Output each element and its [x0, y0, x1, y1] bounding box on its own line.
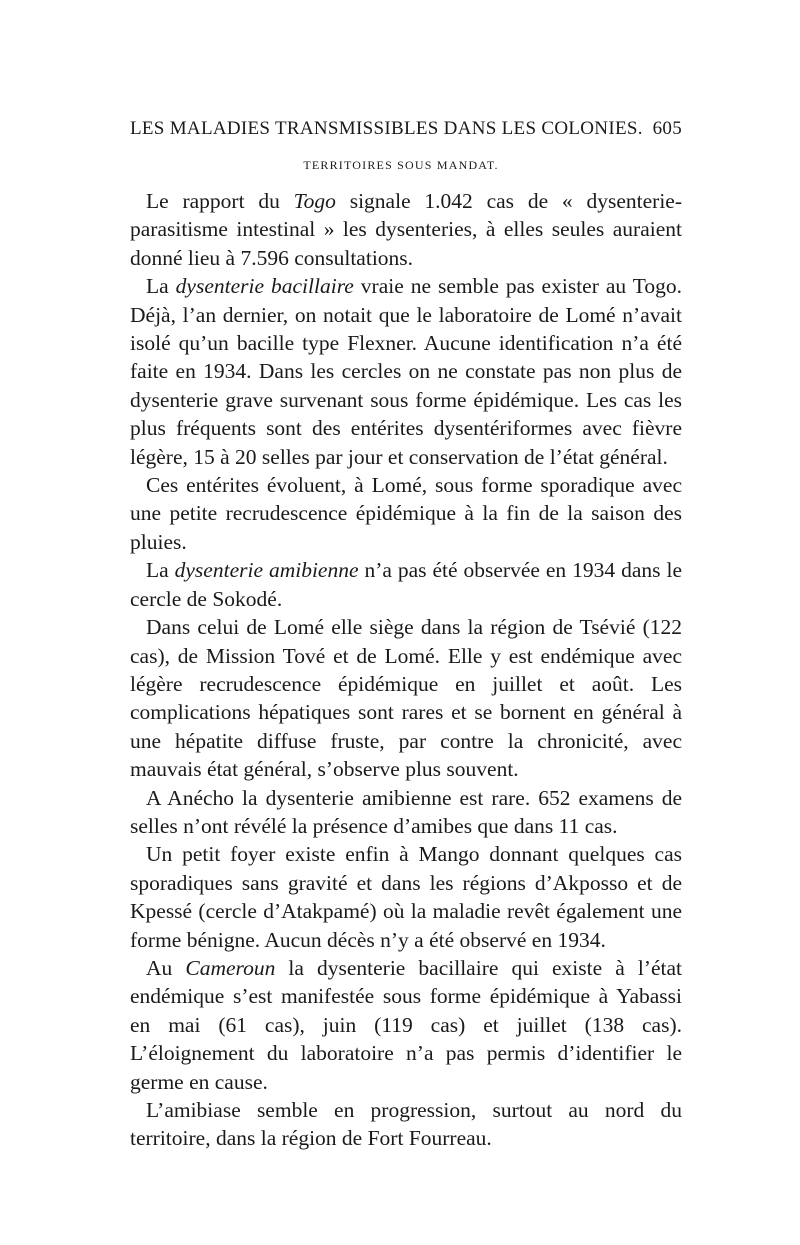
paragraph: La dysenterie amibienne n’a pas été observée en 1934 dans le cercle de Sokodé.	[130, 558, 682, 611]
paragraph: Un petit foyer existe enfin à Mango donnant quelques cas sporadiques sans gravité et dans les régions d’Akposso et de Kpessé (cercle d’Atakpamé) où la maladie revêt également une forme bénigne. Aucun décès n’y a été observé en 1934.	[130, 842, 682, 952]
paragraph: Le rapport du Togo signale 1.042 cas de « dysenterie-parasitisme intestinal » les dysenteries, à elles seules auraient donné lieu à 7.596 consultations.	[130, 189, 682, 270]
paragraph: L’amibiase semble en progression, surtout au nord du territoire, dans la région de Fort Fourreau.	[130, 1098, 682, 1151]
section-title: TERRITOIRES SOUS MANDAT.	[303, 158, 499, 172]
italic-term: dysenterie bacillaire	[175, 274, 354, 299]
running-head	[130, 118, 682, 140]
paragraph: Ces entérites évoluent, à Lomé, sous forme sporadique avec une petite recrudescence épidémique à la fin de la saison des pluies.	[130, 473, 682, 554]
body-text	[130, 187, 682, 1153]
paragraph: La dysenterie bacillaire vraie ne semble pas exister au Togo. Déjà, l’an dernier, on notait que le laboratoire de Lomé n’avait isolé qu’un bacille type Flexner. Aucune identification n’a été faite en 1934. Dans les cercles on ne constate pas non plus de dysenterie grave survenant sous forme épidémique. Les cas les plus fréquents sont des entérites dysentériformes avec fièvre légère, 15 à 20 selles par jour et conservation de l’état général.	[130, 274, 682, 469]
running-title: LES MALADIES TRANSMISSIBLES DANS LES COLONIES.	[130, 118, 643, 139]
italic-term: Cameroun	[185, 955, 276, 980]
page-number: 605	[652, 118, 682, 139]
italic-term: dysenterie amibienne	[174, 558, 359, 583]
paragraph: Dans celui de Lomé elle siège dans la région de Tsévié (122 cas), de Mission Tové et de Lomé. Elle y est endémique avec légère recrudescence épidémique en juillet et août. Les complications hépatiques sont rares et se bornent en général à une hépatite diffuse fruste, par contre la chronicité, avec mauvais état général, s’observe plus souvent.	[130, 615, 682, 782]
italic-term: Togo	[293, 189, 336, 213]
paragraph: A Anécho la dysenterie amibienne est rare. 652 examens de selles n’ont révélé la présence d’amibes que dans 11 cas.	[130, 785, 682, 838]
paragraph: Au Cameroun la dysenterie bacillaire qui existe à l’état endémique s’est manifestée sous forme épidémique à Yabassi en mai (61 cas), juin (119 cas) et juillet (138 cas). L’éloignement du laboratoire n’a pas permis d’identifier le germe en cause.	[130, 955, 682, 1094]
